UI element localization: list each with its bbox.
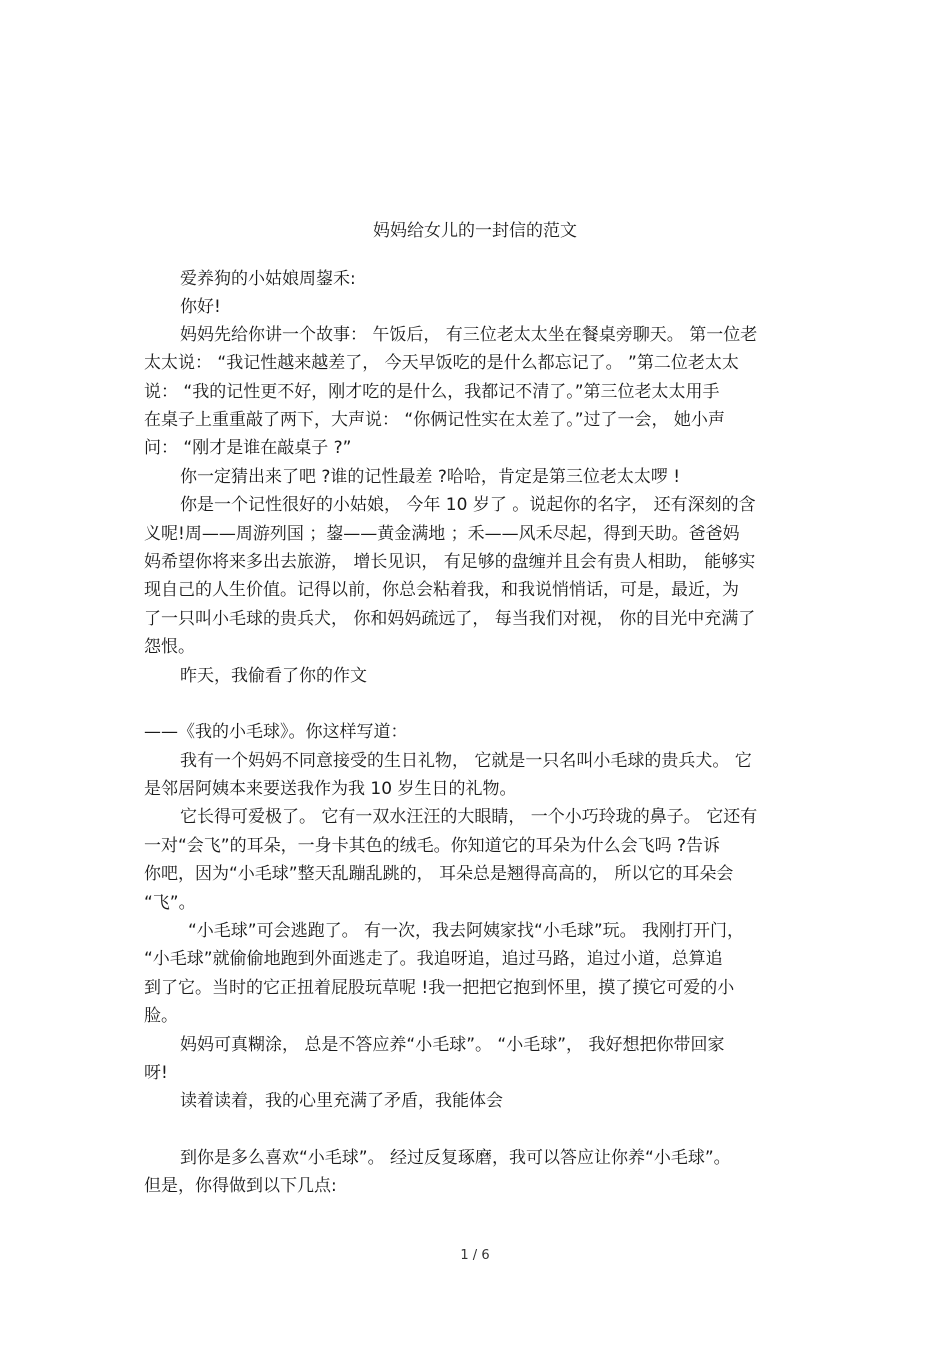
text-line: 昨天，我偷看了你的作文 (180, 666, 367, 686)
text-line: 是邻居阿姨本来要送我作为我 10 岁生日的礼物。 (144, 779, 517, 799)
text-line: ——《我的小毛球》。你这样写道： (144, 722, 408, 742)
text-line: 在桌子上重重敲了两下，大声说： “你俩记性实在太差了。”过了一会， 她小声 (144, 410, 725, 430)
salutation-line: 爱养狗的小姑娘周鋆禾: (180, 269, 356, 289)
text-line: 妈妈先给你讲一个故事： 午饭后， 有三位老太太坐在餐桌旁聊天。 第一位老 (180, 325, 758, 345)
text-line: 到了它。当时的它正扭着屁股玩草呢 !我一把把它抱到怀里，摸了摸它可爱的小 (144, 978, 735, 998)
text-line: 你一定猜出来了吧 ?谁的记性最差 ?哈哈，肯定是第三位老太太啰 ! (180, 467, 681, 487)
text-line: 你是一个记性很好的小姑娘， 今年 10 岁了 。说起你的名字， 还有深刻的含 (180, 495, 756, 515)
text-line: 太太说： “我记性越来越差了， 今天早饭吃的是什么都忘记了。 ”第二位老太太 (144, 353, 739, 373)
text-line: 一对“会飞”的耳朵，一身卡其色的绒毛。你知道它的耳朵为什么会飞吗 ?告诉 (144, 836, 721, 856)
text-line: 问： “刚才是谁在敲桌子 ?” (144, 438, 352, 458)
text-line: 怨恨。 (144, 637, 195, 657)
text-line: 义呢!周——周游列国 ；鋆——黄金满地 ；禾——风禾尽起，得到天助。爸爸妈 (144, 524, 740, 544)
text-line: “小毛球”可会逃跑了。 有一次，我去阿姨家找“小毛球”玩。 我刚打开门， (188, 921, 745, 941)
page-number: 1 / 6 (460, 1248, 490, 1263)
text-line: “小毛球”就偷偷地跑到外面逃走了。我追呀追，追过马路，追过小道，总算追 (144, 949, 723, 969)
text-line: 了一只叫小毛球的贵兵犬， 你和妈妈疏远了， 每当我们对视， 你的目光中充满了 (144, 609, 756, 629)
text-line: 读着读着，我的心里充满了矛盾，我能体会 (180, 1091, 503, 1111)
text-line: 现自己的人生价值。记得以前，你总会粘着我，和我说悄悄话，可是，最近，为 (144, 580, 739, 600)
text-line: 妈希望你将来多出去旅游， 增长见识， 有足够的盘缠并且会有贵人相助， 能够实 (144, 552, 756, 572)
text-line: 说： “我的记性更不好，刚才吃的是什么，我都记不清了。”第三位老太太用手 (144, 382, 720, 402)
text-line: 脸。 (144, 1006, 178, 1026)
text-line: 你吧，因为“小毛球”整天乱蹦乱跳的， 耳朵总是翘得高高的， 所以它的耳朵会 (144, 864, 734, 884)
text-line: 到你是多么喜欢“小毛球”。 经过反复琢磨，我可以答应让你养“小毛球”。 (180, 1148, 731, 1168)
text-line: “飞”。 (144, 893, 196, 913)
text-line: 但是，你得做到以下几点: (144, 1176, 337, 1196)
text-line: 我有一个妈妈不同意接受的生日礼物， 它就是一只名叫小毛球的贵兵犬。 它 (180, 751, 752, 771)
text-line: 妈妈可真糊涂， 总是不答应养“小毛球”。 “小毛球”， 我好想把你带回家 (180, 1035, 725, 1055)
text-line: 呀! (144, 1063, 168, 1083)
greeting-line: 你好! (180, 297, 221, 317)
text-line: 它长得可爱极了。 它有一双水汪汪的大眼睛， 一个小巧玲珑的鼻子。 它还有 (180, 807, 758, 827)
document-title: 妈妈给女儿的一封信的范文 (373, 221, 577, 241)
